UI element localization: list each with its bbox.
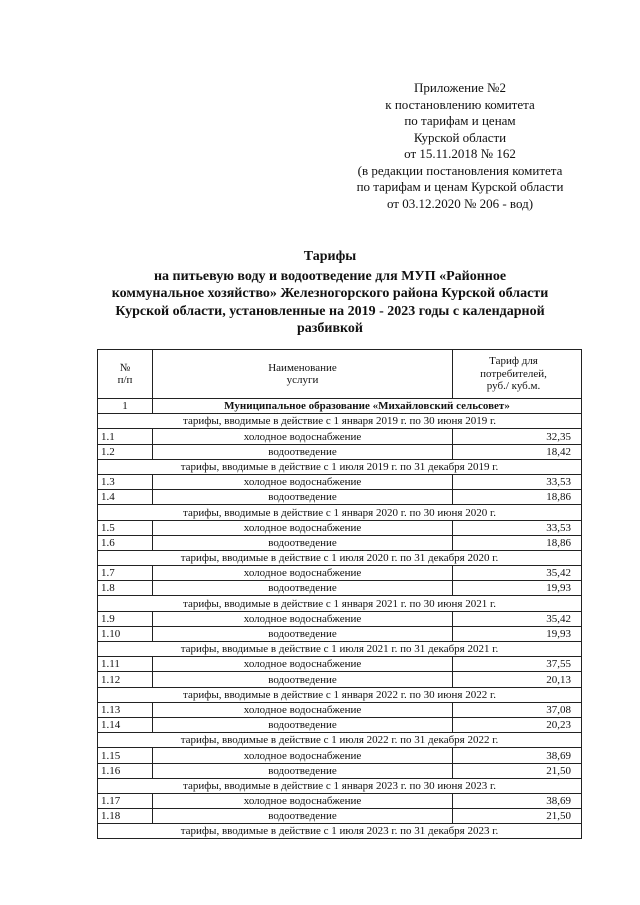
period-row (98, 505, 582, 520)
row-service: водоотведение (153, 809, 453, 824)
row-num: 1.15 (98, 748, 153, 763)
row-tariff-value: 33,53 (453, 520, 582, 535)
row-service: холодное водоснабжение (153, 520, 453, 535)
table-row (98, 672, 582, 687)
table-row (98, 444, 582, 459)
table-row (98, 490, 582, 505)
header-name-line: услуги (286, 374, 319, 386)
row-service: водоотведение (153, 626, 453, 641)
row-tariff-value: 18,86 (453, 490, 582, 505)
table-row (98, 626, 582, 641)
row-tariff-value: 38,69 (453, 748, 582, 763)
period-row (98, 824, 582, 839)
header-name (153, 350, 453, 399)
tariff-table (97, 349, 582, 839)
period-label: тарифы, вводимые в действие с 1 января 2022 г. по 30 июня 2022 г. (98, 687, 582, 702)
row-num: 1.9 (98, 611, 153, 626)
row-num: 1.3 (98, 474, 153, 489)
row-tariff-value: 19,93 (453, 626, 582, 641)
table-row (98, 566, 582, 581)
row-tariff-value: 19,93 (453, 581, 582, 596)
document-title (90, 248, 570, 338)
header-tariff-line: потребителей, (480, 367, 547, 380)
row-tariff-value: 18,42 (453, 444, 582, 459)
table-row (98, 429, 582, 444)
table-row (98, 763, 582, 778)
row-service: холодное водоснабжение (153, 566, 453, 581)
row-num: 1.1 (98, 429, 153, 444)
row-tariff-value: 33,53 (453, 474, 582, 489)
appendix-line: (в редакции постановления комитета (357, 162, 563, 178)
appendix-line: по тарифам и ценам (404, 113, 516, 128)
header-tariff-line: руб./ куб.м. (486, 380, 541, 393)
title-line: разбивкой (297, 321, 363, 336)
header-num (98, 350, 153, 399)
row-tariff-value: 21,50 (453, 763, 582, 778)
period-label: тарифы, вводимые в действие с 1 июля 2020 г. по 31 декабря 2020 г. (98, 550, 582, 565)
table-row (98, 809, 582, 824)
row-num: 1.18 (98, 809, 153, 824)
period-row (98, 778, 582, 793)
row-tariff-value: 35,42 (453, 611, 582, 626)
period-label: тарифы, вводимые в действие с 1 января 2020 г. по 30 июня 2020 г. (98, 505, 582, 520)
table-row (98, 717, 582, 732)
municipality-num: 1 (98, 399, 153, 414)
title-line: коммунальное хозяйство» Железногорского района Курской области (111, 286, 549, 301)
appendix-header (310, 80, 610, 212)
table-row (98, 611, 582, 626)
row-service: холодное водоснабжение (153, 793, 453, 808)
table-row (98, 581, 582, 596)
period-row (98, 414, 582, 429)
header-name-line: Наименование (268, 361, 337, 374)
table-header-row (98, 350, 582, 399)
table-row (98, 702, 582, 717)
period-label: тарифы, вводимые в действие с 1 января 2023 г. по 30 июня 2023 г. (98, 778, 582, 793)
period-label: тарифы, вводимые в действие с 1 июля 2022 г. по 31 декабря 2022 г. (98, 733, 582, 748)
title-line: на питьевую воду и водоотведение для МУП «Районное (153, 268, 507, 284)
row-tariff-value: 32,35 (453, 429, 582, 444)
row-service: водоотведение (153, 717, 453, 732)
header-num-line: п/п (117, 374, 133, 386)
table-row (98, 520, 582, 535)
row-service: холодное водоснабжение (153, 657, 453, 672)
row-service: водоотведение (153, 763, 453, 778)
table-row (98, 535, 582, 550)
period-label: тарифы, вводимые в действие с 1 июля 2023 г. по 31 декабря 2023 г. (98, 824, 582, 839)
row-num: 1.17 (98, 793, 153, 808)
row-num: 1.6 (98, 535, 153, 550)
row-num: 1.13 (98, 702, 153, 717)
header-tariff (453, 350, 582, 399)
table-row (98, 657, 582, 672)
row-service: холодное водоснабжение (153, 611, 453, 626)
row-num: 1.16 (98, 763, 153, 778)
row-num: 1.14 (98, 717, 153, 732)
header-tariff-line: Тариф для (489, 355, 538, 368)
row-tariff-value: 18,86 (453, 535, 582, 550)
row-service: холодное водоснабжение (153, 702, 453, 717)
row-num: 1.5 (98, 520, 153, 535)
row-num: 1.7 (98, 566, 153, 581)
row-num: 1.11 (98, 657, 153, 672)
title-heading: Тарифы (303, 249, 357, 264)
table-row (98, 748, 582, 763)
row-num: 1.2 (98, 444, 153, 459)
row-service: холодное водоснабжение (153, 748, 453, 763)
period-row (98, 642, 582, 657)
row-tariff-value: 20,13 (453, 672, 582, 687)
period-label: тарифы, вводимые в действие с 1 июля 2019 г. по 31 декабря 2019 г. (98, 459, 582, 474)
appendix-line: к постановлению комитета (385, 96, 535, 112)
period-label: тарифы, вводимые в действие с 1 января 2021 г. по 30 июня 2021 г. (98, 596, 582, 611)
row-service: водоотведение (153, 444, 453, 459)
period-row (98, 687, 582, 702)
period-row (98, 550, 582, 565)
row-num: 1.10 (98, 626, 153, 641)
period-row (98, 733, 582, 748)
row-tariff-value: 20,23 (453, 717, 582, 732)
row-tariff-value: 37,55 (453, 657, 582, 672)
row-tariff-value: 35,42 (453, 566, 582, 581)
table-row (98, 474, 582, 489)
row-service: водоотведение (153, 581, 453, 596)
row-service: водоотведение (153, 490, 453, 505)
row-num: 1.8 (98, 581, 153, 596)
row-service: водоотведение (153, 535, 453, 550)
row-service: водоотведение (153, 672, 453, 687)
municipality-name: Муниципальное образование «Михайловский сельсовет» (153, 399, 582, 414)
appendix-line: по тарифам и ценам Курской области (356, 179, 564, 194)
row-tariff-value: 38,69 (453, 793, 582, 808)
row-num: 1.4 (98, 490, 153, 505)
row-service: холодное водоснабжение (153, 429, 453, 444)
period-row (98, 459, 582, 474)
row-service: холодное водоснабжение (153, 474, 453, 489)
municipality-row (98, 399, 582, 414)
title-line: Курской области, установленные на 2019 - 2023 годы с календарной (115, 303, 545, 319)
header-num-line: № (119, 361, 131, 374)
appendix-line: Приложение №2 (414, 80, 506, 95)
appendix-line: от 03.12.2020 № 206 - вод) (386, 195, 534, 211)
appendix-line: от 15.11.2018 № 162 (404, 146, 516, 161)
period-label: тарифы, вводимые в действие с 1 июля 2021 г. по 31 декабря 2021 г. (98, 642, 582, 657)
row-tariff-value: 37,08 (453, 702, 582, 717)
table-row (98, 793, 582, 808)
period-label: тарифы, вводимые в действие с 1 января 2019 г. по 30 июня 2019 г. (98, 414, 582, 429)
period-row (98, 596, 582, 611)
row-tariff-value: 21,50 (453, 809, 582, 824)
row-num: 1.12 (98, 672, 153, 687)
appendix-line: Курской области (413, 129, 507, 145)
